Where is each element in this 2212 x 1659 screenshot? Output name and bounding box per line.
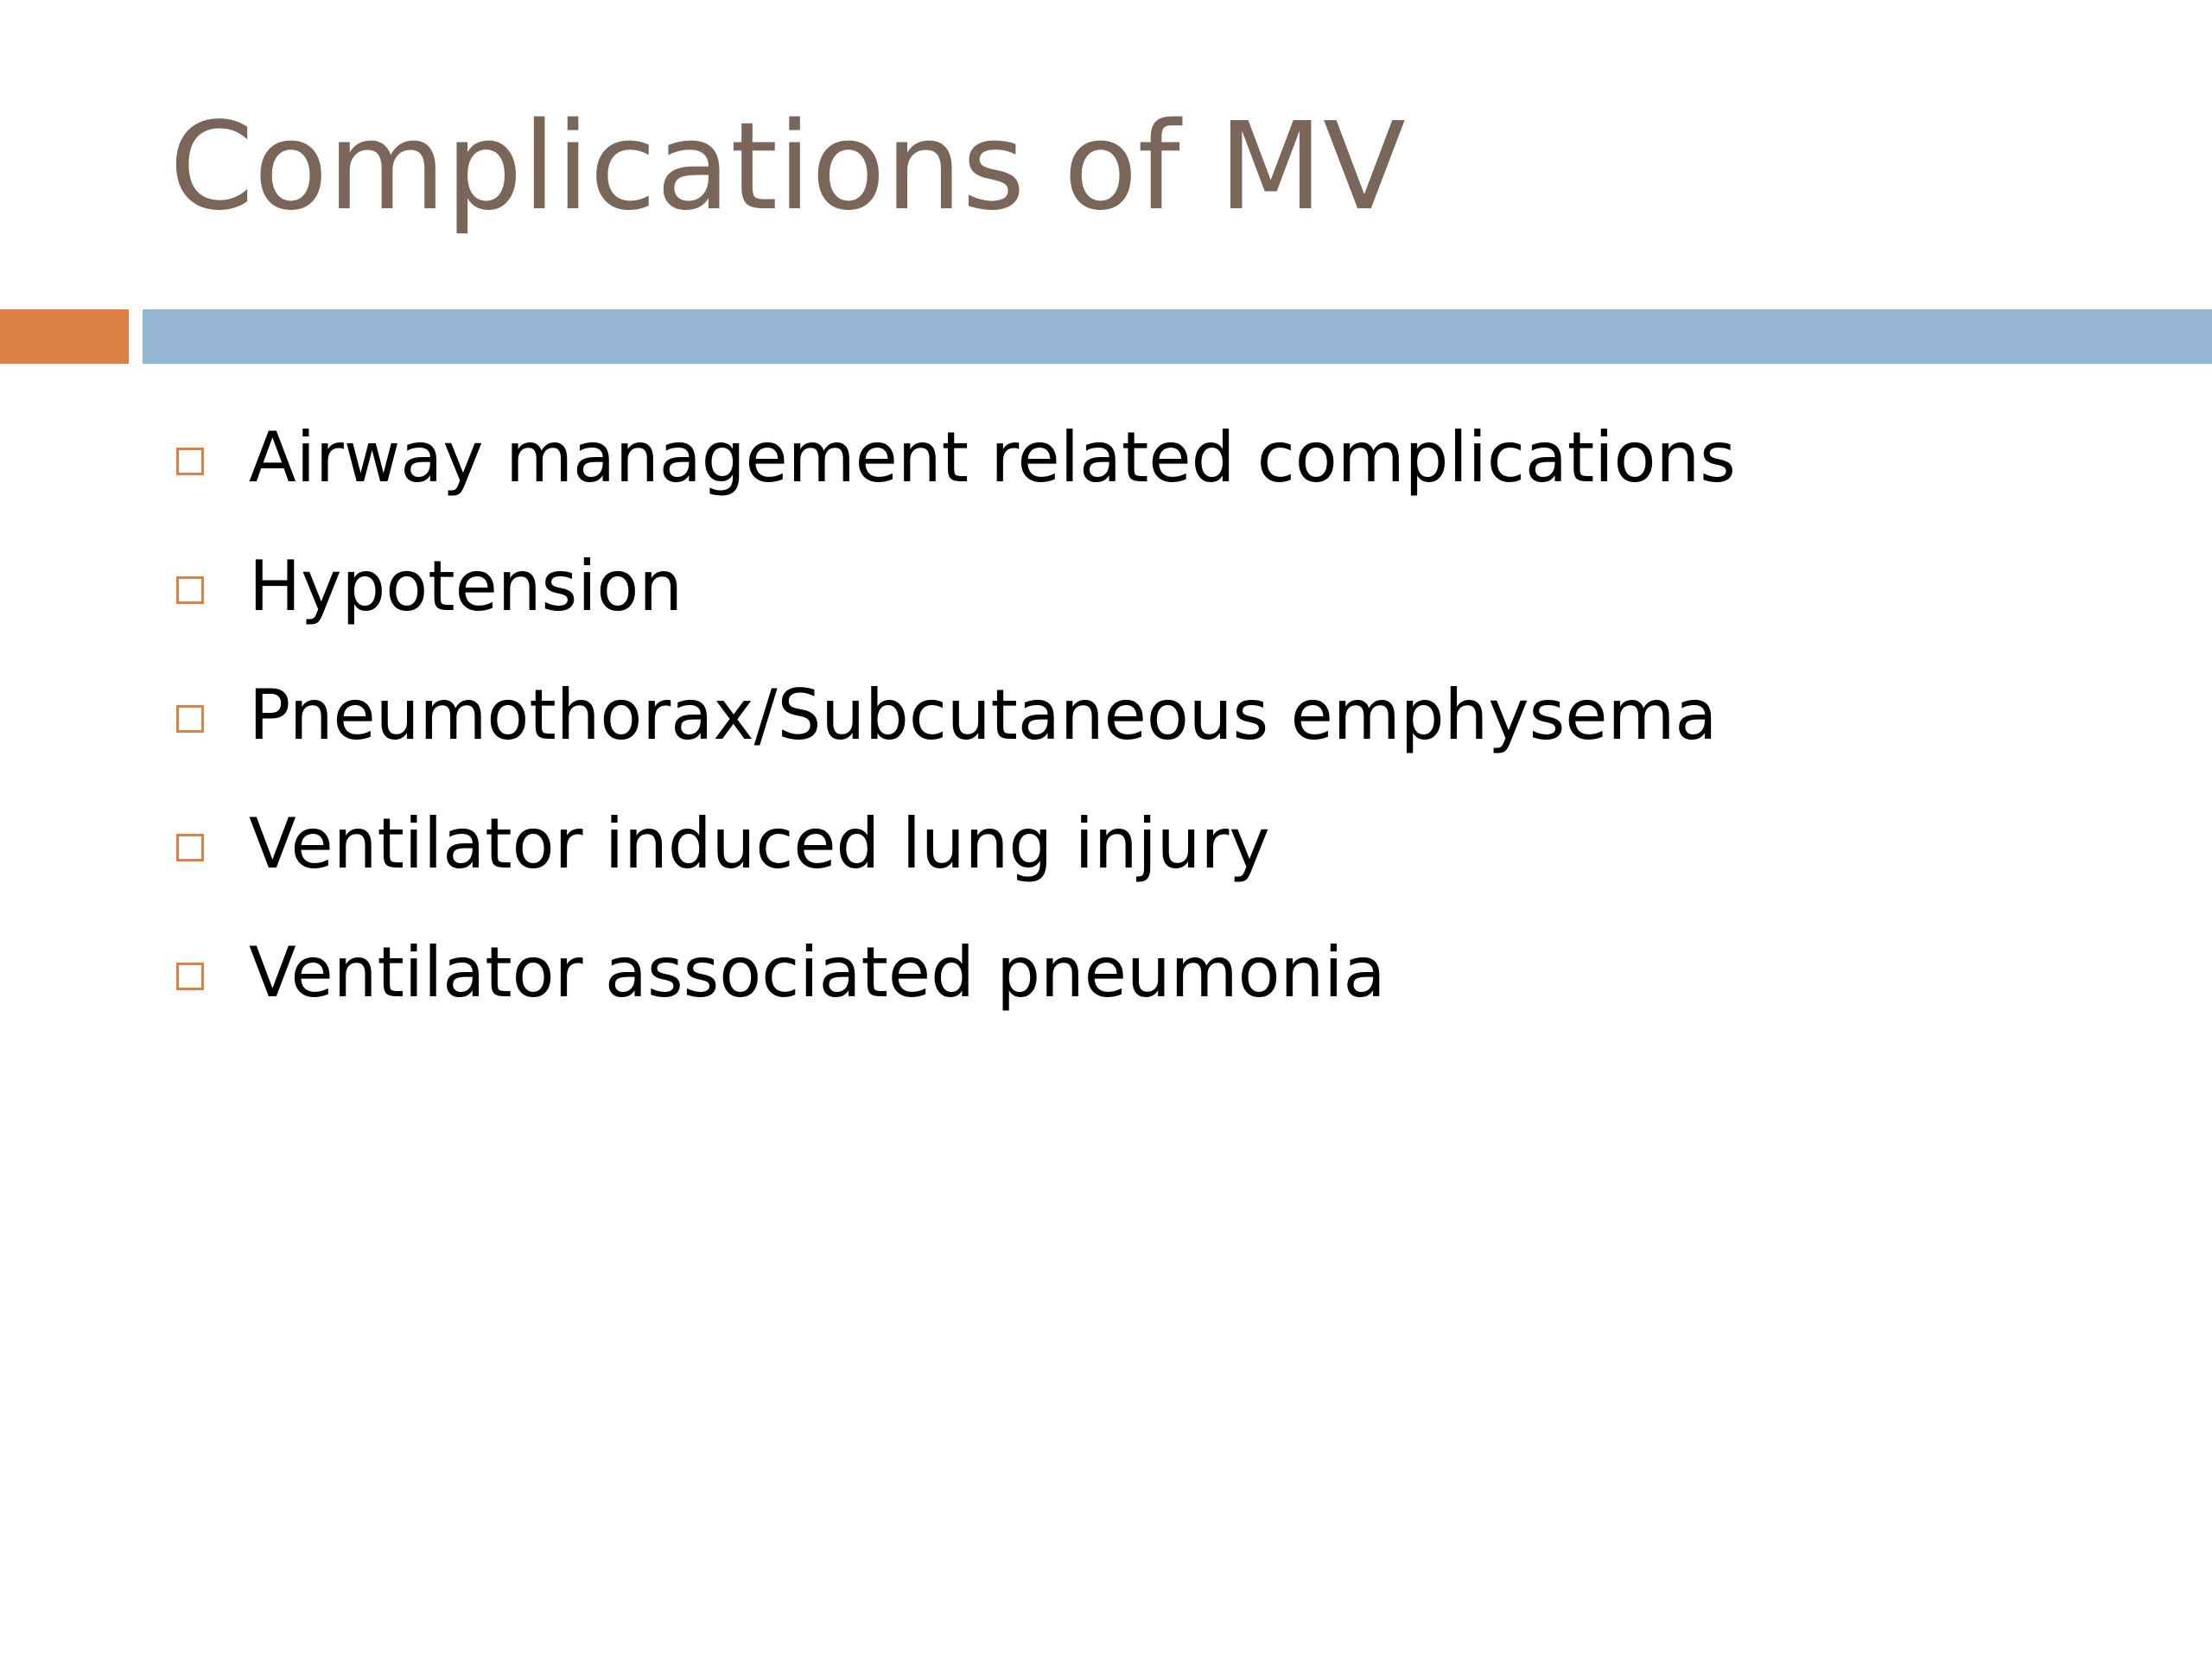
accent-bar <box>0 309 129 364</box>
bullet-text: Ventilator associated pneumonia <box>249 932 1386 1013</box>
hollow-square-icon <box>176 834 204 861</box>
bullet-text: Airway management related complications <box>249 417 1736 498</box>
hollow-square-icon <box>176 963 204 990</box>
bullet-text: Ventilator induced lung injury <box>249 804 1270 884</box>
slide-title: Complications of MV <box>169 97 1406 238</box>
hollow-square-icon <box>176 576 204 604</box>
bullet-text: Hypotension <box>249 546 683 626</box>
hollow-square-icon <box>176 448 204 475</box>
divider-bar <box>143 309 2212 364</box>
hollow-square-icon <box>176 705 204 733</box>
bullet-text: Pneumothorax/Subcutaneous emphysema <box>249 675 1718 755</box>
